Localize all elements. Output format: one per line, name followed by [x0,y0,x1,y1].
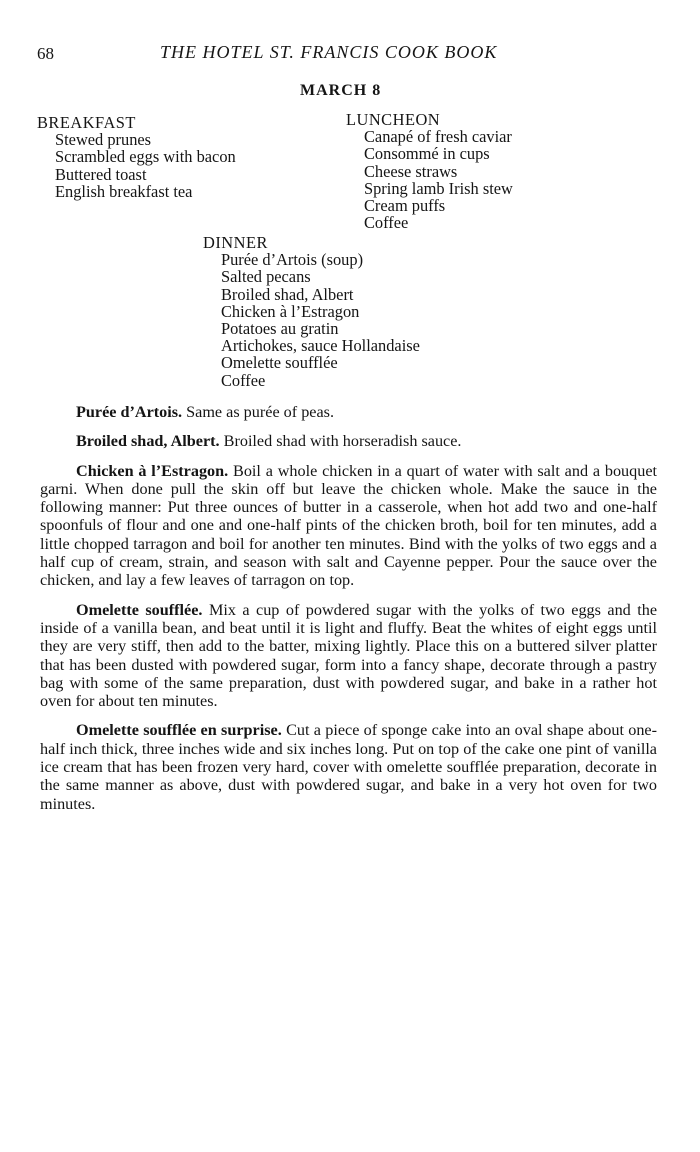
recipe-title: Omelette soufflée en surprise. [76,721,282,740]
dinner-menu [203,234,420,389]
recipe-text: Cut a piece of sponge cake into an oval shape about one-half inch thick, three inches wide and six inches long. Put on top of the cake one pint of vanilla ice cream that has been frozen very hard, cover with omelette soufflée preparation, decorate in the same manner as above, dust with powdered sugar, and bake in a very hot oven for two minutes. [40,721,658,813]
menu-item: Coffee [221,370,266,390]
recipe-title: Chicken à l’Estragon. [76,461,229,480]
menu-item: Potatoes au gratin [221,319,339,339]
breakfast-heading: BREAKFAST [37,113,136,132]
recipe-omelette-surprise [40,721,657,812]
menu-item: Chicken à l’Estragon [221,301,360,321]
luncheon-heading: LUNCHEON [346,110,441,129]
menu-item: Purée d’Artois (soup) [221,250,364,270]
recipe-chicken-estragon [40,462,657,590]
recipe-puree-dartois [40,403,657,421]
recipe-omelette-souffle [40,601,657,711]
menu-item: Canapé of fresh caviar [364,127,512,147]
menu-item: Buttered toast [55,164,147,184]
page-number: 68 [37,44,54,63]
luncheon-menu [346,111,513,231]
menu-item: Broiled shad, Albert [221,284,354,304]
menu-item: Cheese straws [364,161,458,181]
menu-item: Coffee [364,213,409,233]
menu-item: Consommé in cups [364,144,490,164]
recipe-text: Boil a whole chicken in a quart of water with salt and a bouquet garni. When done pull the skin off but leave the chicken whole. Make the sauce in the following manner: Put three ounces of butter in a casserole, when hot add two and one-half spoonfuls of flour and one and one-half pints of the chicken broth, boil for ten minutes, add a little chopped tarragon and boil for another ten minutes. Bind with the yolks of two eggs and a half cup of cream, strain, and season with salt and Cayenne pepper. Pour the sauce over the chicken, and lay a few leaves of tarragon on top. [40,461,658,590]
menu-item: Omelette soufflée [221,353,338,373]
recipe-text: Same as purée of peas. [186,403,335,421]
menu-date: MARCH 8 [300,82,382,99]
recipe-title: Broiled shad, Albert. [76,432,220,451]
running-title: THE HOTEL ST. FRANCIS COOK BOOK [160,42,498,62]
recipe-title: Omelette soufflée. [76,600,203,619]
menu-item: Spring lamb Irish stew [364,178,513,198]
menu-item: Cream puffs [364,196,446,216]
menu-item: English breakfast tea [55,181,193,201]
menu-item: Stewed prunes [55,130,152,150]
breakfast-menu [37,114,236,200]
menu-item: Salted pecans [221,267,311,287]
recipe-broiled-shad [40,432,657,450]
dinner-heading: DINNER [203,233,268,252]
recipe-text: Broiled shad with horseradish sauce. [223,432,462,451]
menu-item: Artichokes, sauce Hollandaise [221,336,420,356]
recipes-section [40,403,657,824]
recipe-title: Purée d’Artois. [76,403,183,421]
recipe-text: Mix a cup of powdered sugar with the yolks of two eggs and the inside of a vanilla bean, and beat until it is light and fluffy. Beat the whites of eight eggs until they are very stiff, then add to the batter, mixing lightly. Place this on a buttered silver platter that has been dusted with powdered sugar, form into a fancy shape, decorate through a pastry bag with some of the same preparation, dust with powdered sugar, and bake in a rather hot oven for about ten minutes. [40,600,658,711]
menu-item: Scrambled eggs with bacon [55,147,236,167]
